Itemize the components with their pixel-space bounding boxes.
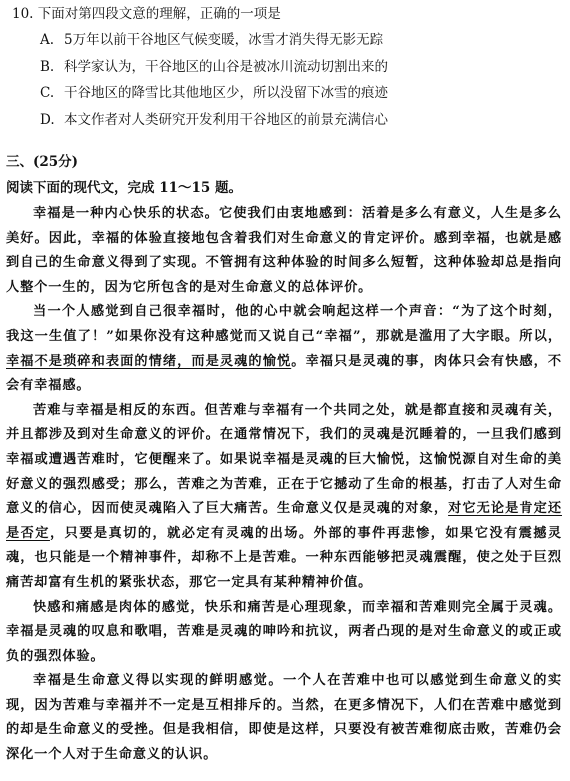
- underlined-phrase: 对它无论是肯定还是否定: [6, 501, 562, 541]
- option-letter: B.: [40, 58, 55, 75]
- underlined-sentence: 幸福不是琐碎和表面的情绪，而是灵魂的愉悦: [6, 353, 292, 369]
- option-letter: A.: [40, 32, 55, 48]
- option-b: [40, 57, 560, 84]
- option-c: [40, 83, 560, 110]
- paragraph-5: 幸福是生命意义得以实现的鲜明感觉。一个人在苦难中也可以感觉到生命意义的实现，因为苦难与幸福并不一定是互相排斥的。当然，在更多情况下，人们在苦难中感觉到的却是生命意义的受挫。但是我相信，即使是这样，只要没有被苦难彻底击败，苦难仍会深化一个人对于生命意义的认识。: [6, 673, 562, 763]
- reading-instruction: 阅读下面的现代文，完成 11～15 题。: [6, 180, 242, 196]
- section-heading: 三、(25分): [6, 154, 79, 170]
- paragraph-text: 当一个人感觉到自己很幸福时，他的心中就会响起这样一个声音：“为了这个时刻，我这一生值了！”如果你没有这种感觉而又说自己“幸福”，那就是滥用了大字眼。所以，: [6, 304, 562, 344]
- paragraph-2: [6, 300, 562, 398]
- option-d: [40, 110, 560, 137]
- reading-passage: [6, 202, 562, 768]
- paragraph-1: 幸福是一种内心快乐的状态。它使我们由衷地感到：活着是多么有意义，人生是多么美好。因此，幸福的体验直接地包含着我们对生命意义的肯定评价。感到幸福，也就是感到自己的生命意义得到了实现。不管拥有这种体验的时间多么短暂，这种体验却总是指向人整个一生的，因为它所包含的是对生命意义的总体评价。: [6, 206, 562, 295]
- option-text: 干谷地区的降雪比其他地区少，所以没留下冰雪的痕迹: [64, 85, 388, 101]
- paragraph-text: ，只要是真切的，就必定有灵魂的出场。外部的事件再悲惨，如果它没有震撼灵魂，也只能是一个精神事件，却称不上是苦难。一种东西能够把灵魂震醒，使之处于巨烈痛苦却富有生机的紧张状态，那它一定具有某种精神价值。: [6, 525, 563, 590]
- option-a: [40, 30, 560, 57]
- question-10-stem: 10. 下面对第四段文意的理解，正确的一项是: [12, 6, 281, 22]
- paragraph-3: [6, 399, 562, 596]
- question-10-options: [40, 30, 560, 136]
- option-text: 本文作者对人类研究开发利用干谷地区的前景充满信心: [64, 111, 388, 128]
- paragraph-4: 快感和痛感是肉体的感觉，快乐和痛苦是心理现象，而幸福和苦难则完全属于灵魂。幸福是灵魂的叹息和歌唱，苦难是灵魂的呻吟和抗议，两者凸现的是对生命意义的或正或负的强烈体验。: [6, 599, 562, 664]
- paragraph-text: 苦难与幸福是相反的东西。但苦难与幸福有一个共同之处，就是都直接和灵魂有关，并且都涉及到对生命意义的评价。在通常情况下，我们的灵魂是沉睡着的，一旦我们感到幸福或遭遇苦难时，它便醒来了。如果说幸福是灵魂的巨大愉悦，这愉悦源自对生命的美好意义的强烈感受；那么，苦难之为苦难，正在于它撼动了生命的根基，打击了人对生命意义的信心，因而使灵魂陷入了巨大痛苦。生命意义仅是灵魂的对象，: [6, 402, 562, 517]
- option-letter: D.: [40, 111, 55, 128]
- option-letter: C.: [40, 85, 55, 101]
- option-text: 5万年以前干谷地区气候变暖，冰雪才消失得无影无踪: [64, 32, 384, 48]
- option-text: 科学家认为，干谷地区的山谷是被冰川流动切割出来的: [64, 58, 388, 75]
- paragraph-text: 。幸福只是灵魂的事，肉体只会有快感，不会有幸福感。: [6, 353, 562, 394]
